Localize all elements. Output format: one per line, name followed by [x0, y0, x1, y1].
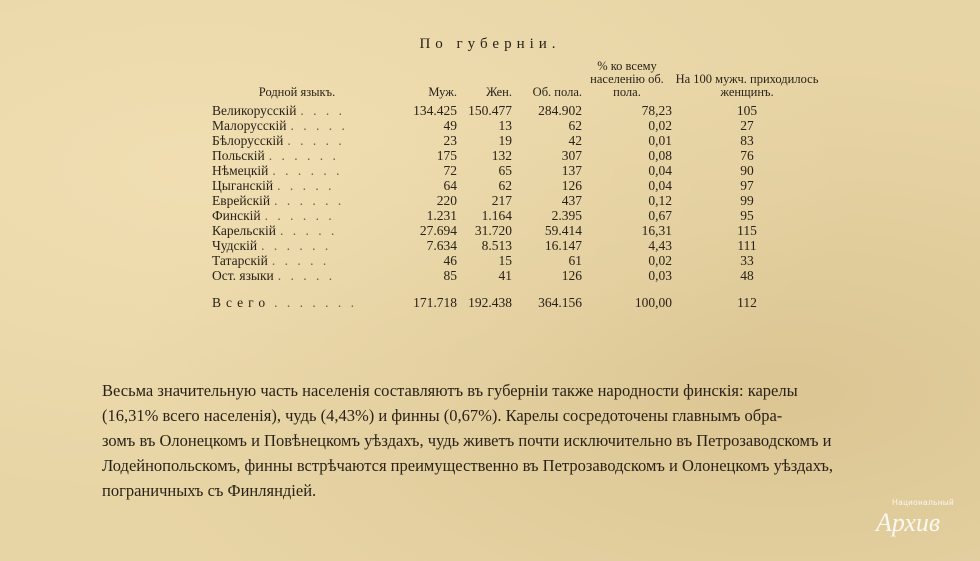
- language-cell: [212, 103, 382, 118]
- percent-cell: 0,02: [648, 118, 672, 133]
- both-cell: 126: [561, 178, 582, 193]
- language-cell: [212, 193, 382, 208]
- male-cell: 175: [436, 148, 457, 163]
- female-cell: 132: [491, 148, 512, 163]
- total-both: 364.156: [538, 295, 582, 310]
- both-cell: 137: [561, 163, 582, 178]
- archive-watermark: [852, 498, 976, 550]
- leader-dots: . . . . .: [290, 118, 348, 133]
- total-male: 171.718: [413, 295, 457, 310]
- table-row: [212, 253, 822, 268]
- male-cell: 1.231: [426, 208, 457, 223]
- male-cell: 220: [436, 193, 457, 208]
- percent-cell: 0,04: [648, 163, 672, 178]
- female-cell: 8.513: [481, 238, 512, 253]
- male-cell: 23: [443, 133, 457, 148]
- ratio-cell: 99: [740, 193, 754, 208]
- female-cell: 217: [491, 193, 512, 208]
- percent-cell: 0,67: [648, 208, 672, 223]
- language-cell: [212, 238, 382, 253]
- paragraph-line: Весьма значительную часть населенія составляютъ въ губерніи также народности финскія: карелы: [102, 381, 798, 400]
- language-cell: [212, 253, 382, 268]
- leader-dots: . . . . . .: [274, 193, 345, 208]
- ratio-cell: 97: [740, 178, 754, 193]
- header-female: Жен.: [486, 85, 512, 99]
- paragraph-line: зомъ въ Олонецкомъ и Повѣнецкомъ уѣздахъ, чудь живетъ почти исключительно въ Петрозаводскомъ и: [102, 431, 832, 450]
- table-row: [212, 193, 822, 208]
- body-paragraph: [102, 378, 942, 503]
- language-cell: [212, 223, 382, 238]
- leader-dots: . . . . . .: [268, 148, 339, 163]
- total-ratio: 112: [737, 295, 757, 310]
- ratio-cell: 27: [740, 118, 754, 133]
- language-name: Карельскій: [212, 223, 276, 238]
- table-row: [212, 118, 822, 133]
- table-caption: По губерніи.: [419, 36, 561, 52]
- total-label-cell: [212, 295, 382, 310]
- percent-cell: 4,43: [648, 238, 672, 253]
- table-total-row: [212, 295, 822, 310]
- female-cell: 13: [498, 118, 512, 133]
- language-name: Татарскій: [212, 253, 268, 268]
- table-header-row: [212, 60, 822, 103]
- female-cell: 31.720: [474, 223, 512, 238]
- leader-dots: . . . . .: [277, 268, 336, 283]
- both-cell: 126: [561, 268, 582, 283]
- language-cell: [212, 178, 382, 193]
- leader-dots: . . . . .: [277, 178, 335, 193]
- language-cell: [212, 148, 382, 163]
- both-cell: 307: [561, 148, 582, 163]
- table-row: [212, 268, 822, 283]
- total-female: 192.438: [468, 295, 512, 310]
- percent-cell: 78,23: [641, 103, 672, 118]
- leader-dots: . . . . . . .: [274, 295, 357, 310]
- female-cell: 41: [498, 268, 512, 283]
- both-cell: 284.902: [538, 103, 582, 118]
- percent-cell: 0,08: [648, 148, 672, 163]
- both-cell: 61: [568, 253, 582, 268]
- male-cell: 85: [443, 268, 457, 283]
- percent-cell: 0,01: [648, 133, 672, 148]
- leader-dots: . . . .: [300, 103, 346, 118]
- language-name: Нѣмецкій: [212, 163, 269, 178]
- language-name: Финскій: [212, 208, 261, 223]
- language-cell: [212, 133, 382, 148]
- table-spacer: [212, 283, 822, 295]
- language-name: Польскій: [212, 148, 265, 163]
- leader-dots: . . . . . .: [264, 208, 335, 223]
- paragraph-line: (16,31% всего населенія), чудь (4,43%) и финны (0,67%). Карелы сосредоточены главнымъ обра-: [102, 406, 783, 425]
- male-cell: 72: [443, 163, 457, 178]
- both-cell: 2.395: [551, 208, 582, 223]
- leader-dots: . . . . .: [271, 253, 330, 268]
- male-cell: 7.634: [426, 238, 457, 253]
- male-cell: 27.694: [419, 223, 457, 238]
- total-percent: 100,00: [634, 295, 672, 310]
- ratio-cell: 48: [740, 268, 754, 283]
- language-name: Малорусскій: [212, 118, 287, 133]
- female-cell: 15: [498, 253, 512, 268]
- header-language: Родной языкъ.: [258, 85, 336, 99]
- table-row: [212, 133, 822, 148]
- language-name: Чудскій: [212, 238, 258, 253]
- female-cell: 19: [498, 133, 512, 148]
- language-name: Ост. языки: [212, 268, 274, 283]
- male-cell: 46: [443, 253, 457, 268]
- language-name: Великорусскій: [212, 103, 297, 118]
- both-cell: 59.414: [544, 223, 582, 238]
- leader-dots: . . . . .: [287, 133, 345, 148]
- table-row: [212, 238, 822, 253]
- ratio-cell: 111: [737, 238, 757, 253]
- ratio-cell: 95: [740, 208, 754, 223]
- percent-cell: 0,02: [648, 253, 672, 268]
- leader-dots: . . . . . .: [261, 238, 332, 253]
- leader-dots: . . . . . .: [272, 163, 343, 178]
- language-cell: [212, 163, 382, 178]
- ratio-cell: 83: [740, 133, 754, 148]
- watermark-small-text: Национальный: [892, 498, 955, 507]
- total-label: Всего: [212, 295, 271, 310]
- percent-cell: 16,31: [641, 223, 672, 238]
- percent-cell: 0,03: [648, 268, 672, 283]
- language-cell: [212, 118, 382, 133]
- female-cell: 65: [498, 163, 512, 178]
- percent-cell: 0,12: [648, 193, 672, 208]
- paragraph-line: пограничныхъ съ Финляндіей.: [102, 481, 317, 500]
- language-name: Бѣлорусскій: [212, 133, 284, 148]
- both-cell: 62: [568, 118, 582, 133]
- table-row: [212, 178, 822, 193]
- leader-dots: . . . . .: [279, 223, 338, 238]
- male-cell: 49: [443, 118, 457, 133]
- table-row: [212, 223, 822, 238]
- table-row: [212, 103, 822, 118]
- ratio-cell: 76: [740, 148, 754, 163]
- female-cell: 62: [498, 178, 512, 193]
- header-male: Муж.: [428, 85, 457, 99]
- male-cell: 64: [443, 178, 457, 193]
- watermark-logo-text: Архив: [876, 508, 941, 537]
- ratio-cell: 33: [740, 253, 754, 268]
- table-row: [212, 208, 822, 223]
- female-cell: 150.477: [468, 103, 512, 118]
- header-both: Об. пола.: [532, 85, 582, 99]
- both-cell: 16.147: [544, 238, 582, 253]
- language-cell: [212, 208, 382, 223]
- both-cell: 42: [568, 133, 582, 148]
- language-name: Цыганскій: [212, 178, 274, 193]
- table-row: [212, 148, 822, 163]
- ratio-cell: 105: [736, 103, 758, 118]
- paragraph-line: Лодейнопольскомъ, финны встрѣчаются преимущественно въ Петрозаводскомъ и Олонецкомъ уѣздахъ,: [102, 456, 834, 475]
- both-cell: 437: [561, 193, 582, 208]
- percent-cell: 0,04: [648, 178, 672, 193]
- female-cell: 1.164: [481, 208, 512, 223]
- language-cell: [212, 268, 382, 283]
- male-cell: 134.425: [413, 103, 457, 118]
- table-row: [212, 163, 822, 178]
- header-percent: % ко всему населенію об. пола.: [590, 59, 664, 99]
- table-body: [212, 103, 822, 283]
- language-table: [212, 60, 822, 310]
- ratio-cell: 115: [737, 223, 757, 238]
- language-name: Еврейскій: [212, 193, 271, 208]
- ratio-cell: 90: [740, 163, 754, 178]
- header-ratio: На 100 мужч. приходилось женщинъ.: [675, 72, 819, 99]
